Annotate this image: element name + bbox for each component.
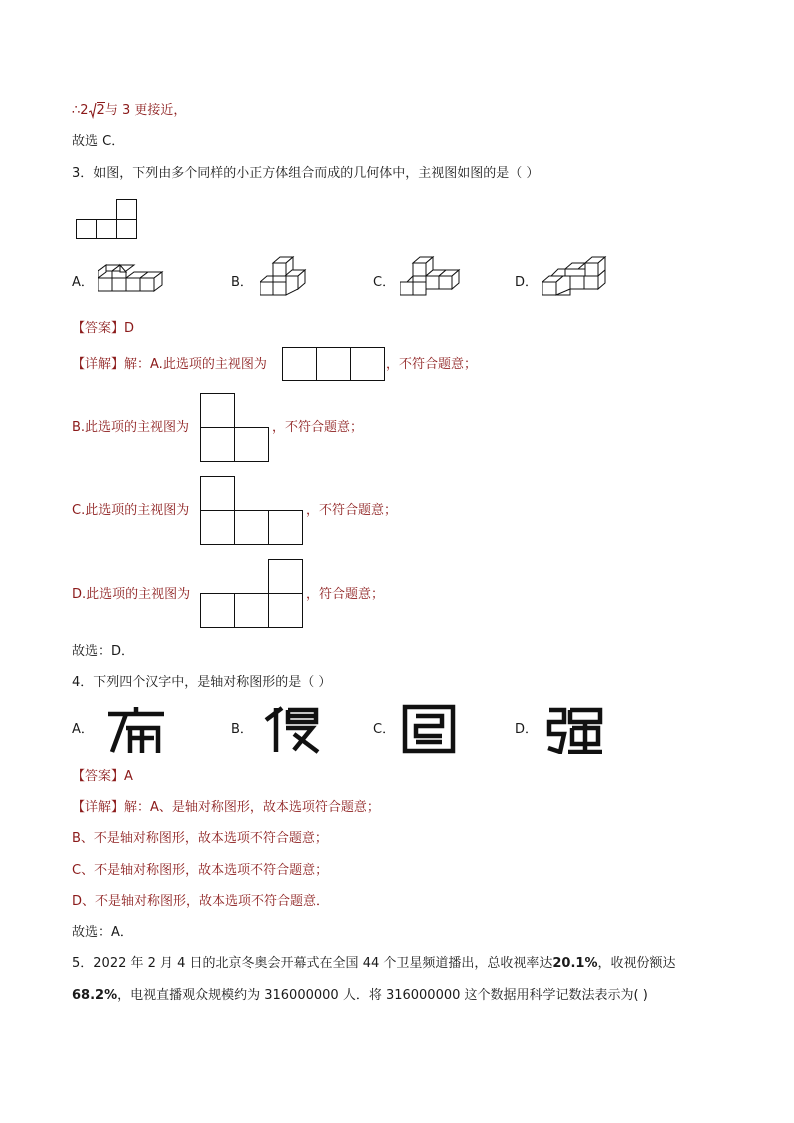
square-icon	[116, 219, 137, 239]
answer-value: D	[124, 321, 135, 336]
q3-final: 故选：D．	[72, 644, 135, 659]
q3-option-b-solid-icon	[260, 256, 320, 308]
q4-detail-c: C、不是轴对称图形，故本选项不符合题意；	[72, 863, 329, 878]
q3-detail-d-post: ，符合题意；	[306, 587, 385, 602]
detail-tag: 【详解】	[72, 357, 125, 372]
q3-answer	[72, 320, 134, 338]
square-icon	[116, 199, 137, 220]
q2-answer: 故选 C．	[72, 134, 125, 149]
answer-tag: 【答案】	[72, 769, 125, 784]
q4-glyph-b-icon	[264, 706, 320, 754]
q3-detail-c-pre: C.此选项的主视图为	[72, 503, 190, 518]
square-icon	[282, 347, 317, 381]
sqrt-symbol	[89, 102, 105, 120]
square-icon	[200, 593, 235, 628]
q4-glyph-a-icon	[106, 706, 166, 754]
q3-detail-d-pre: D.此选项的主视图为	[72, 587, 191, 602]
q4-stem: 4．下列四个汉字中，是轴对称图形的是（ ）	[72, 675, 332, 690]
q3-option-d-solid-icon	[542, 256, 614, 308]
radicand: 2	[96, 103, 105, 118]
q2-conclusion-prefix: ∴2	[72, 103, 89, 118]
q4-option-a-label: A．	[72, 722, 94, 737]
square-icon	[316, 347, 351, 381]
q2-conclusion-suffix: 与 3 更接近，	[104, 103, 187, 118]
q3-option-a-solid-icon	[98, 262, 164, 302]
detail-tag: 【详解】	[72, 800, 125, 815]
q4-glyph-c-icon	[402, 704, 456, 754]
q5-line-1	[72, 955, 676, 973]
q3-option-a-label: A．	[72, 275, 94, 290]
answer-tag: 【答案】	[72, 321, 125, 336]
q4-glyph-d-icon	[546, 706, 604, 754]
q2-conclusion	[72, 102, 186, 120]
q4-option-d-label: D．	[515, 722, 539, 737]
square-icon	[268, 593, 303, 628]
square-icon	[76, 219, 97, 239]
answer-value: A	[124, 769, 133, 784]
q5-line-2-b: ，电视直播观众规模约为 316000000 人．将 316000000 这个数据用科学记数法表示为( )	[117, 988, 648, 1003]
q5-rating: 20.1%	[552, 956, 598, 971]
square-icon	[268, 510, 303, 545]
square-icon	[96, 219, 117, 239]
q3-detail-a-post: ，不符合题意；	[386, 357, 478, 372]
square-icon	[200, 510, 235, 545]
q4-detail-b: B、不是轴对称图形，故本选项不符合题意；	[72, 831, 328, 846]
q5-line-2	[72, 987, 648, 1005]
square-icon	[200, 476, 235, 511]
square-icon	[234, 593, 269, 628]
q4-answer	[72, 768, 133, 786]
q4-detail-d: D、不是轴对称图形，故本选项不符合题意．	[72, 894, 330, 909]
q4-detail-a	[72, 799, 380, 817]
q3-option-c-solid-icon	[400, 256, 472, 308]
q3-detail-b-pre: B.此选项的主视图为	[72, 420, 190, 435]
square-icon	[234, 427, 269, 462]
q3-stem: 3．如图，下列由多个同样的小正方体组合而成的几何体中，主视图如图的是（ ）	[72, 166, 540, 181]
q3-detail-a	[72, 356, 267, 374]
q4-option-c-label: C．	[373, 722, 396, 737]
q3-option-b-label: B．	[231, 275, 253, 290]
q4-option-b-label: B．	[231, 722, 253, 737]
q3-detail-b-post: ，不符合题意；	[272, 420, 364, 435]
q4-final: 故选：A．	[72, 925, 133, 940]
q3-option-c-label: C．	[373, 275, 396, 290]
q3-option-d-label: D．	[515, 275, 539, 290]
q5-share: 68.2%	[72, 988, 118, 1003]
q3-detail-c-post: ，不符合题意；	[306, 503, 398, 518]
square-icon	[200, 427, 235, 462]
detail-a-pre: 解：A.此选项的主视图为	[124, 357, 267, 372]
detail-a: 解：A、是轴对称图形，故本选项符合题意；	[124, 800, 380, 815]
radical-sign-icon	[89, 103, 97, 119]
square-icon	[268, 559, 303, 594]
square-icon	[200, 393, 235, 428]
q5-line-1-a: 5．2022 年 2 月 4 日的北京冬奥会开幕式在全国 44 个卫星频道播出，总收视率达	[72, 956, 553, 971]
q5-line-1-c: ，收视份额达	[597, 956, 676, 971]
square-icon	[350, 347, 385, 381]
square-icon	[234, 510, 269, 545]
